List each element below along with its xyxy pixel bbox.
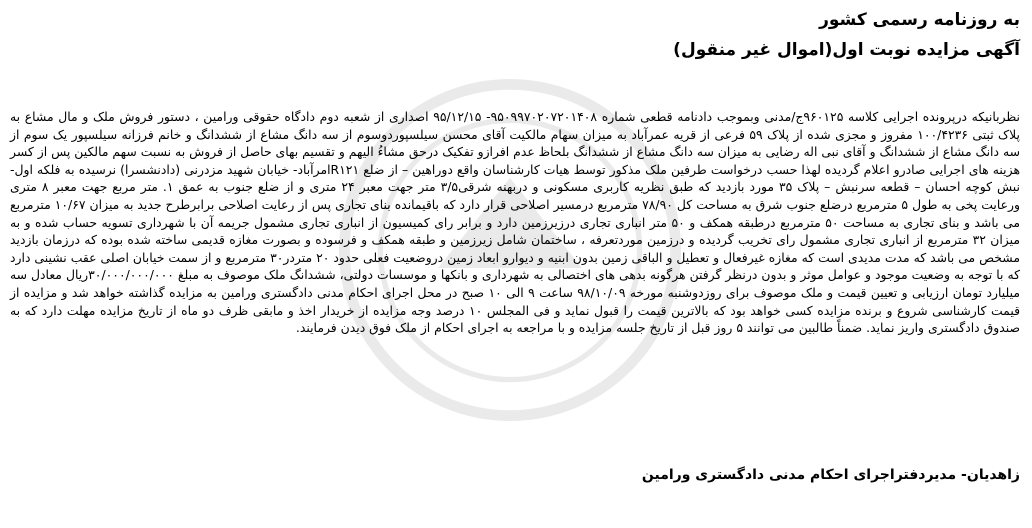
newspaper-heading: به روزنامه رسمی کشور [819, 10, 1020, 30]
notice-body: نظربانیکه درپرونده اجرایی کلاسه ۹۶۰۱۲۵ج/مدنی وبموجب دادنامه قطعی شماره ۹۵۰۹۹۷۰۲۰۷۲۰۱۴۰۸- ۹۵/۱۲/۱۵ اصداری از شعبه دوم دادگاه حقوقی ورامین ، دستور فروش ملک و مال مشاع به پلاک ثبتی ۱۰۰/۴۲۳۶ مفروز و مجزی شده از پلاک ۵۹ فرعی از قریه عمرآباد به میزان سهام مالکیت آقای محسن سیلسپوردوسوم از سه دانگ مشاع از ششدانگ و خانم فرزانه سیلسپور یک سوم از سه دانگ مشاع از ششدانگ و آقای نبی اله رضایی به میزان سه دانگ مشاع از ششدانگ بلحاظ عدم افرازو تفکیک درحق مشاءُ الیهم و تقسیم بهای حاصل از فروش به نسبت سهم مالکین پس از کسر هزینه های اجرایی صادرو اعلام گردیده لهذا حسب درخواست طرفین ملک مذکور توسط هیات کارشناسان واقع دوراهین – از ضلع R۱۲۱امرآباد- خیابان شهید مزدرنی (دادنشسرا) نرسیده به فلکه اول- نبش کوچه احسان – قطعه سرنبش – پلاک ۳۵ مورد بازدید که طبق نظریه کاربری مسکونی و دربهنه شرقی۳/۵ متر جهت معبر ۲۴ متری و از ضلع جنوب به عمق ۱. متر مربع جهت معبر ۸ متری ورعایت پخی به طول ۵ مترمربع درضلع جنوب شرق به مساحت کل ۷۸/۹۰ مترمربع درمسیر اصلاحی قرار دارد که باقیمانده بنای تجاری پس از رعایت اصلاحی برابرطرح جدید به میزان ۱۰/۶۷ مترمربع می باشد و بنای تجاری به مساحت ۵۰ مترمربع درطبقه همکف و ۵۰ متر انباری تجاری درزیرزمین دارد و برابر رای کمیسیون از انباری تجاری مشمول جریمه آن با شهرداری تسویه حساب شده و به میزان ۳۲ مترمربع از انباری تجاری مشمول رای تخریب گردیده و درزمین موردتعرفه ، ساختمان شامل زیرزمین و طبقه همکف و فرسوده و بصورت مغازه قدیمی ساخته شده بوده که درزمان بازدید مشخص می باشد که مدت مدیدی است که مغازه غیرفعال و تعطیل و الباقی زمین بدون ابنیه و دیوارو ابعاد زمین دروضعیت فعلی حدود ۲۰ متردر۳۰ مترمربع و از سمت خیابان اصلی عقب نشینی دارد که با توجه به وضعیت موجود و عوامل موثر و بدون درنظر گرفتن هرگونه بدهی های اختصالی به شهرداری و بانکها و موسسات دولتی، ششدانگ ملک موصوف به مبلغ ۳۰/۰۰۰/۰۰۰/۰۰۰ریال معادل سه میلیارد تومان ارزیابی و تعیین قیمت و ملک موصوف برای روزدوشنبه مورخه ۹۸/۱۰/۰۹ ساعت ۹ الی ۱۰ صبح در محل اجرای احکام مدنی دادگستری ورامین به مزایده گذاشته خواهد شد و مزایده از قیمت کارشناسی شروع و برنده مزایده کسی خواهد بود که بالاترین قیمت را قبول نماید و فی المجلس ۱۰ درصد وجه مزایده از خریدار اخذ و مابقی ظرف دو ماه از تاریخ مزایده مهلت دارد که به صندوق دادگستری واریز نماید. ضمناً طالبین می توانند ۵ روز قبل از تاریخ جلسه مزایده و با مراجعه به اجرای احکام از ملک فوق دیدن فرمایند. [10, 109, 1021, 336]
signature-name: زاهدیان- مدیردفتراجرای احکام مدنی دادگستری ورامین [641, 467, 1020, 483]
notice-title: آگهی مزایده نوبت اول(اموال غیر منقول) [673, 40, 1020, 60]
signature-block [12, 463, 1020, 487]
